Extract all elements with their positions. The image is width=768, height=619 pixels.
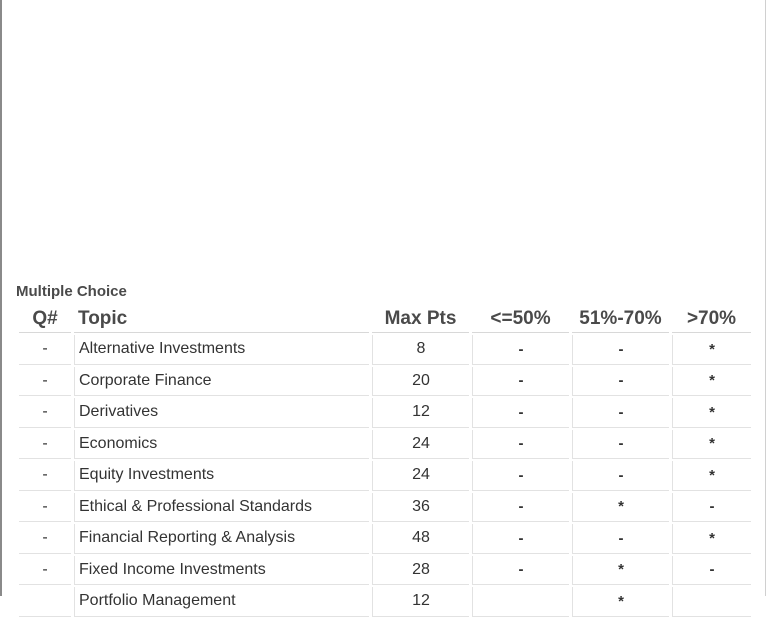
table-body	[19, 335, 751, 617]
row-51-70: *	[572, 493, 669, 523]
row-q: -	[19, 367, 71, 397]
row-max-pts: 12	[372, 587, 469, 617]
row-above-70: -	[672, 493, 751, 523]
row-topic: Financial Reporting & Analysis	[74, 524, 369, 554]
row-max-pts: 20	[372, 367, 469, 397]
row-below-50: -	[472, 493, 569, 523]
row-q: -	[19, 398, 71, 428]
row-51-70: -	[572, 367, 669, 397]
row-above-70: *	[672, 524, 751, 554]
table-header-row	[19, 306, 751, 333]
row-below-50: -	[472, 430, 569, 460]
row-51-70: -	[572, 524, 669, 554]
table-row	[19, 367, 751, 397]
row-q: -	[19, 430, 71, 460]
row-below-50: -	[472, 556, 569, 586]
row-topic: Alternative Investments	[74, 335, 369, 365]
row-q: -	[19, 524, 71, 554]
table-row	[19, 524, 751, 554]
row-topic: Economics	[74, 430, 369, 460]
row-topic: Corporate Finance	[74, 367, 369, 397]
table-row	[19, 335, 751, 365]
row-max-pts: 8	[372, 335, 469, 365]
row-max-pts: 48	[372, 524, 469, 554]
row-topic: Ethical & Professional Standards	[74, 493, 369, 523]
row-max-pts: 36	[372, 493, 469, 523]
row-above-70: -	[672, 556, 751, 586]
table-row	[19, 430, 751, 460]
row-51-70: *	[572, 556, 669, 586]
row-51-70: -	[572, 461, 669, 491]
section-title: Multiple Choice	[16, 283, 127, 300]
row-max-pts: 24	[372, 461, 469, 491]
row-above-70: *	[672, 367, 751, 397]
row-below-50: -	[472, 524, 569, 554]
header-q: Q#	[19, 306, 71, 333]
row-max-pts: 12	[372, 398, 469, 428]
row-below-50	[472, 587, 569, 617]
row-above-70: *	[672, 398, 751, 428]
row-below-50: -	[472, 367, 569, 397]
row-above-70: *	[672, 461, 751, 491]
row-51-70: -	[572, 335, 669, 365]
table-row	[19, 556, 751, 586]
row-topic: Fixed Income Investments	[74, 556, 369, 586]
row-51-70: -	[572, 398, 669, 428]
row-q: -	[19, 493, 71, 523]
row-51-70: -	[572, 430, 669, 460]
row-above-70	[672, 587, 751, 617]
row-topic: Portfolio Management	[74, 587, 369, 617]
row-below-50: -	[472, 335, 569, 365]
row-above-70: *	[672, 335, 751, 365]
row-q	[19, 587, 71, 617]
header-51-70: 51%-70%	[572, 306, 669, 333]
table-row	[19, 587, 751, 617]
row-max-pts: 28	[372, 556, 469, 586]
table-row	[19, 461, 751, 491]
row-51-70: *	[572, 587, 669, 617]
row-below-50: -	[472, 461, 569, 491]
row-q: -	[19, 556, 71, 586]
row-above-70: *	[672, 430, 751, 460]
header-max-pts: Max Pts	[372, 306, 469, 333]
header-above-70: >70%	[672, 306, 751, 333]
row-below-50: -	[472, 398, 569, 428]
results-table	[16, 304, 754, 619]
row-topic: Equity Investments	[74, 461, 369, 491]
table-row	[19, 398, 751, 428]
header-topic: Topic	[74, 306, 369, 333]
table-row	[19, 493, 751, 523]
row-q: -	[19, 335, 71, 365]
row-q: -	[19, 461, 71, 491]
row-max-pts: 24	[372, 430, 469, 460]
row-topic: Derivatives	[74, 398, 369, 428]
header-below-50: <=50%	[472, 306, 569, 333]
